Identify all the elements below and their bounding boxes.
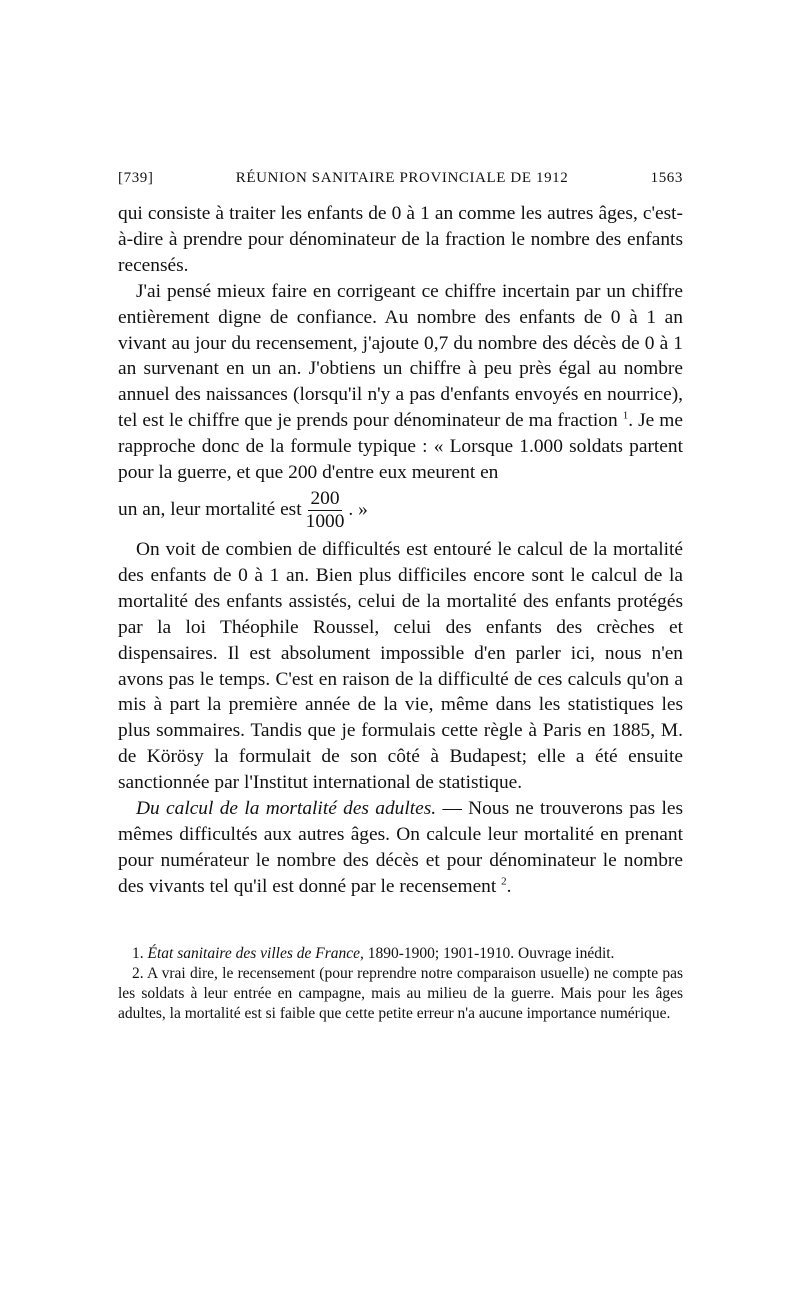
footnote-2: 2. A vrai dire, le recensement (pour reprendre notre comparaison usuelle) ne compte pas les soldats à leur entrée en campagne, mais au milieu de la guerre. Mais pour les âges adultes, la mortalité est si faible que cette petite erreur n'a aucune importance numérique. [118,964,683,1022]
running-head [118,170,683,187]
fraction-line [118,488,683,533]
paragraph-4-text: — Nous ne trouverons pas les mêmes difficultés aux autres âges. On calcule leur mortalité en prenant pour numérateur le nombre des décès et pour dénominateur le nombre des vivants tel qu'il est donné par le recensement [118,798,683,897]
page [118,170,683,1024]
body-text [118,201,683,900]
page-number-bracket: [739] [118,170,154,186]
fraction [304,488,347,533]
section-heading-italic: Du calcul de la mortalité des adultes. [136,798,437,820]
fraction-denominator: 1000 [305,510,345,532]
paragraph-4 [118,796,683,900]
paragraph-3: On voit de combien de difficultés est entouré le calcul de la mortalité des enfants de 0 à 1 an. Bien plus difficiles encore sont le calcul de la mortalité des enfants assistés, celui de la mortalité des enfants protégés par la loi Théophile Roussel, celui des enfants des crèches et dispensaires. Il est absolument impossible d'en parler ici, nous n'en avons pas le temps. C'est en raison de la difficulté de ces calculs qu'on a mis à part la première année de la vie, même dans les statistiques les plus sommaires. Tandis que je formulais cette règle à Paris en 1885, M. de Körösy la formulait de son côté à Budapest; elle a été ensuite sanctionnée par l'Institut international de statistique. [118,538,683,794]
page-number: 1563 [650,170,683,186]
paragraph-2-end: . Je me rapproche donc de la formule typique : « Lorsque 1.000 soldats partent pour la guerre, et que 200 d'entre eux meurent en [118,410,683,484]
paragraph-4-end: . [506,875,512,897]
paragraph-2 [118,279,683,486]
fraction-numerator: 200 [310,487,340,509]
footnote-1-number: 1. [132,944,148,962]
fraction-lead: un an, leur mortalité est [118,499,302,521]
footnote-ref-2: 2 [501,875,507,888]
paragraph-2-text: J'ai pensé mieux faire en corrigeant ce chiffre incertain par un chiffre entièrement digne de confiance. Au nombre des enfants de 0 à 1 an vivant au jour du recensement, j'ajoute 0,7 du nombre des décès de 0 à 1 an survenant en un an. J'obtiens un chiffre à peu près égal au nombre annuel des naissances (lorsqu'il n'y a pas d'enfants envoyés en nourrice), tel est le chiffre que je prends pour dénominateur de ma fraction [118,280,683,432]
footnote-1-rest: , 1890-1900; 1901-1910. Ouvrage inédit. [360,944,615,962]
footnotes [118,944,683,1024]
running-title: RÉUNION SANITAIRE PROVINCIALE DE 1912 [235,170,569,186]
fraction-tail: . » [348,499,368,521]
footnote-1-title: État sanitaire des villes de France [147,944,361,962]
footnote-1 [118,944,683,964]
footnote-ref-1: 1 [622,409,629,422]
paragraph-1: qui consiste à traiter les enfants de 0 à 1 an comme les autres âges, c'est-à-dire à prendre pour dénominateur de la fraction le nombre des enfants recensés. [118,203,683,276]
